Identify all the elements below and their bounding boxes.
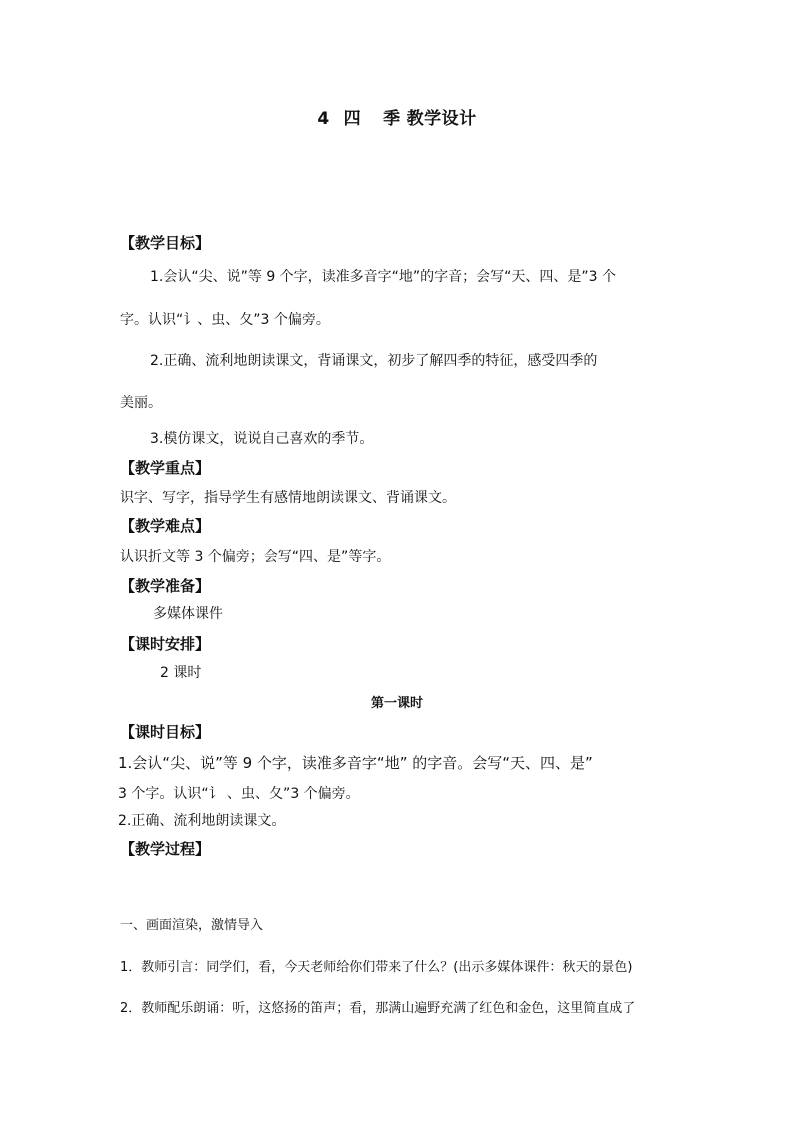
heading-schedule: 【课时安排】: [120, 635, 211, 653]
title-word-si: 四: [343, 109, 362, 129]
lesson-goal-line-3: 2.正确、流利地朗读课文。: [118, 813, 286, 829]
heading-difficulties: 【教学难点】: [120, 517, 211, 535]
heading-teaching-process: 【教学过程】: [120, 840, 211, 858]
heading-lesson-goals: 【课时目标】: [120, 723, 211, 741]
heading-preparation: 【教学准备】: [120, 577, 211, 595]
difficulties-text: 认识折文等 3 个偏旁；会写“四、是”等字。: [120, 549, 391, 565]
lesson-goal-line-2: 3 个字。认识“讠 、虫、夂”3 个偏旁。: [118, 786, 360, 802]
goal-3: 3.模仿课文，说说自己喜欢的季节。: [150, 431, 374, 447]
lesson-goal-line-1: 1.会认“尖、说”等 9 个字，读准多音字“地” 的字音。会写“天、四、是”: [118, 754, 593, 772]
key-points-text: 识字、写字，指导学生有感情地朗读课文、背诵课文。: [120, 490, 456, 506]
goal-2-line-1: 2.正确、流利地朗读课文，背诵课文，初步了解四季的特征，感受四季的: [150, 353, 598, 369]
document-title: [0, 104, 794, 129]
lesson-one-heading: 第一课时: [370, 696, 423, 711]
title-rest: 教学设计: [406, 109, 477, 129]
preparation-text: 多媒体课件: [153, 606, 223, 622]
schedule-text: 2 课时: [160, 665, 202, 681]
heading-teaching-goals: 【教学目标】: [120, 234, 211, 252]
goal-1-line-1: 1.会认“尖、说”等 9 个字，读准多音字“地”的字音；会写“天、四、是”3 个: [150, 269, 617, 285]
title-word-ji: 季: [383, 109, 401, 129]
process-paragraph-2: 2．教师配乐朗诵：听，这悠扬的笛声；看，那满山遍野充满了红色和金色，这里简直成了: [120, 1001, 636, 1016]
process-step-1: 一、画面渲染，激情导入: [120, 918, 264, 933]
goal-2-line-2: 美丽。: [120, 395, 162, 411]
goal-1-line-2: 字。认识“讠、虫、夂”3 个偏旁。: [120, 312, 330, 328]
heading-key-points: 【教学重点】: [120, 459, 211, 477]
process-paragraph-1: 1．教师引言：同学们，看，今天老师给你们带来了什么？(出示多媒体课件：秋天的景色): [120, 960, 633, 975]
title-lesson-number: 4: [317, 109, 330, 129]
